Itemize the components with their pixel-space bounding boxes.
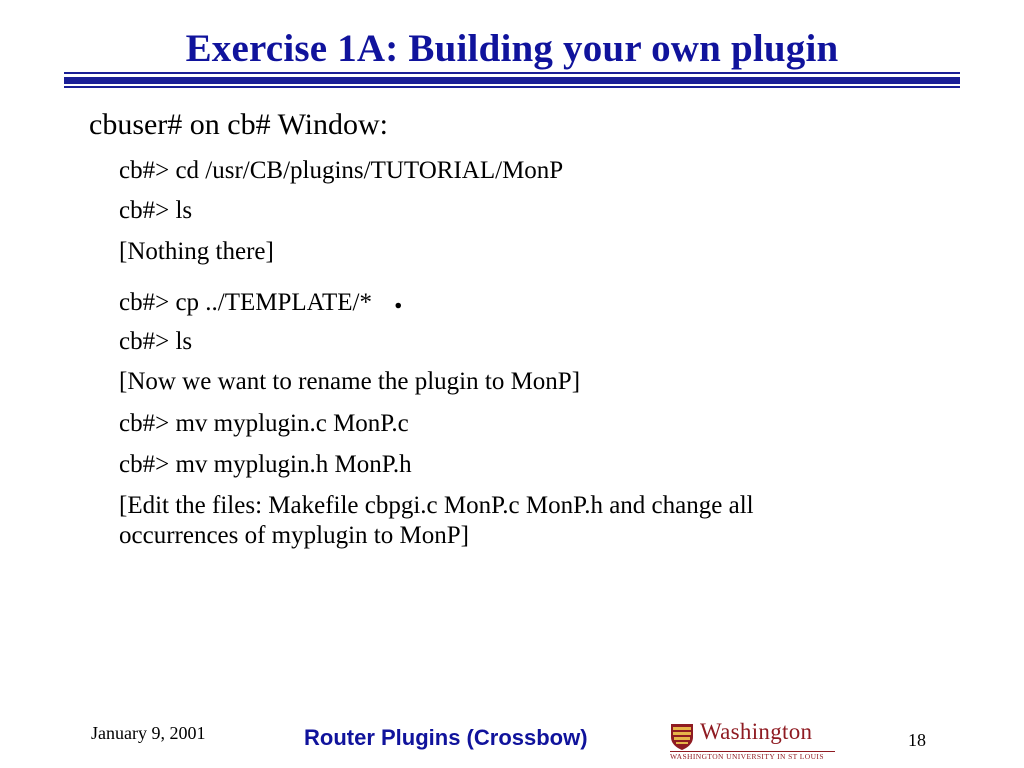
slide-title: Exercise 1A: Building your own plugin — [185, 27, 839, 70]
command-line-mv-c: cb#> mv myplugin.c MonP.c — [119, 410, 409, 437]
note-edit-files-2: occurrences of myplugin to MonP] — [119, 522, 469, 549]
note-nothing-there: [Nothing there] — [119, 238, 274, 265]
command-line-ls-2: cb#> ls — [119, 328, 193, 355]
title-rule-top — [64, 72, 960, 74]
command-line-cp-text: cb#> cp ../TEMPLATE/* — [119, 289, 372, 316]
bullet-heading: cbuser# on cb# Window: — [89, 108, 389, 141]
footer-date: January 9, 2001 — [91, 723, 206, 743]
logo-subtitle: WASHINGTON UNIVERSITY IN ST LOUIS — [670, 752, 824, 761]
command-line-mv-h: cb#> mv myplugin.h MonP.h — [119, 451, 412, 478]
washington-university-logo — [670, 721, 835, 761]
command-line-cp-dot: . — [393, 279, 403, 316]
footer-title: Router Plugins (Crossbow) — [304, 725, 588, 750]
command-line-cd: cb#> cd /usr/CB/plugins/TUTORIAL/MonP — [119, 157, 564, 184]
command-line-cp — [119, 279, 403, 318]
title-rule-bottom — [64, 86, 960, 88]
logo-wordmark: Washington — [700, 719, 813, 744]
command-line-ls-1: cb#> ls — [119, 197, 193, 224]
page-number: 18 — [908, 730, 926, 750]
note-edit-files-1: [Edit the files: Makefile cbpgi.c MonP.c MonP.h and change all — [119, 492, 754, 519]
note-rename: [Now we want to rename the plugin to MonP] — [119, 368, 581, 395]
university-shield-icon — [670, 723, 694, 751]
title-rule-thick — [64, 77, 960, 84]
